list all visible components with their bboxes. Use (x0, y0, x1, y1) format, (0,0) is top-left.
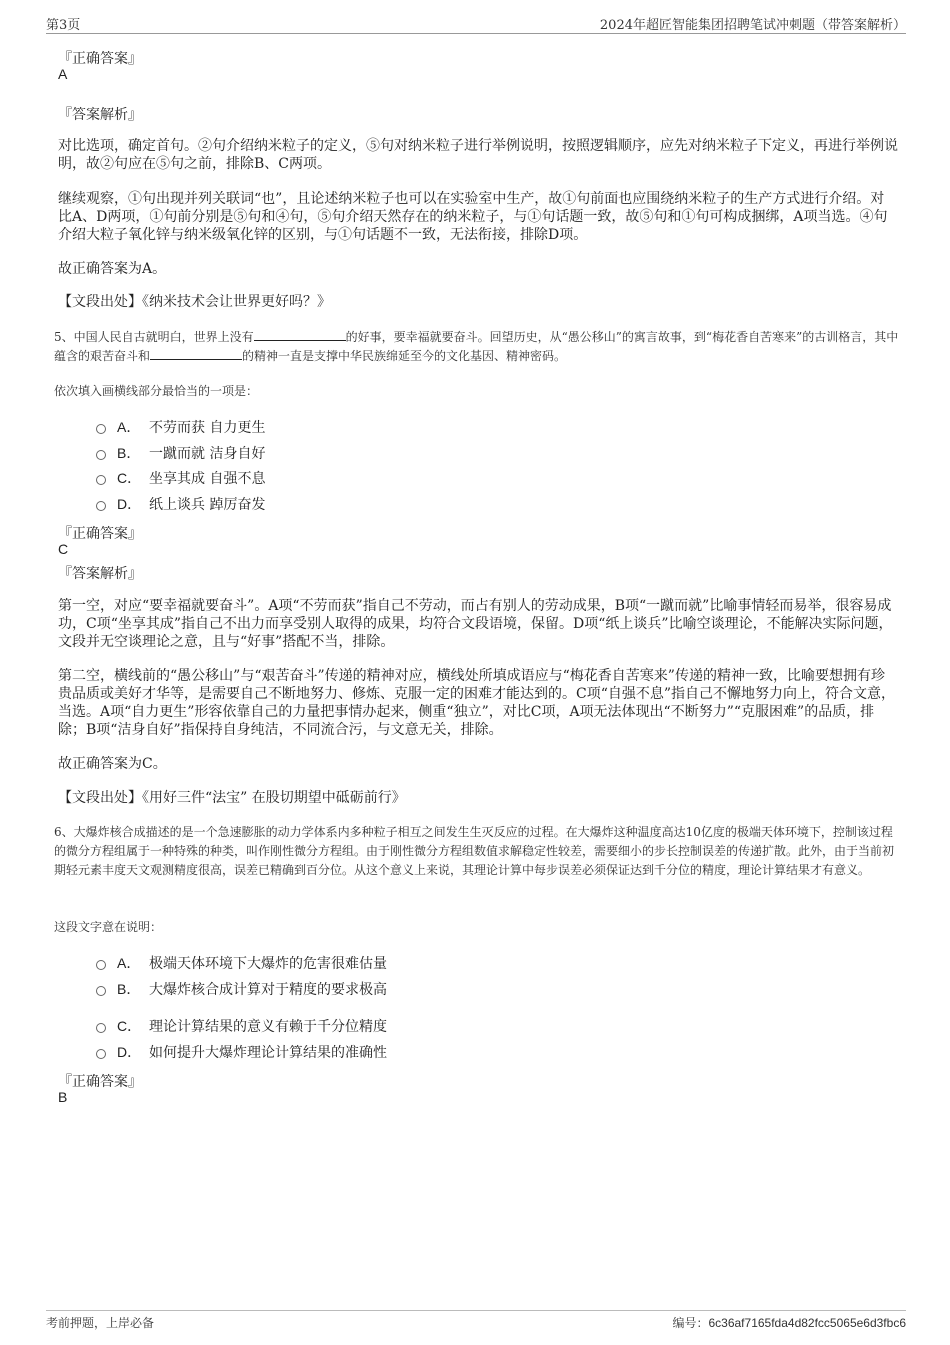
correct-answer: A (58, 66, 68, 82)
radio-icon[interactable] (96, 960, 106, 970)
option-text: 极端天体环境下大爆炸的危害很难估量 (149, 956, 387, 972)
option-a[interactable] (96, 417, 265, 437)
radio-icon[interactable] (96, 986, 106, 996)
document-code (672, 1314, 906, 1331)
fill-blank (254, 330, 346, 341)
footer-slogan: 考前押题，上岸必备 (46, 1316, 155, 1330)
question-text-part: 的精神一直是支撑中华民族绵延至今的文化基因、精神密码。 (242, 349, 567, 363)
answer-label: 『正确答案』 (58, 51, 142, 67)
correct-answer: B (58, 1089, 68, 1105)
option-text: 坐享其成 自强不息 (149, 471, 266, 487)
question-5-text (54, 328, 902, 366)
analysis-paragraph: 第二空，横线前的“愚公移山”与“艰苦奋斗”传递的精神对应，横线处所填成语应与“梅花香自苦寒来”传递的精神一致，比喻要想拥有珍贵品质或美好才华等，是需要自己不断地努力、修炼、克服一定的困难才能达到的。C项“自强不息”指自己不懈地努力向上，符合文意，当选。A项“自力更生”形容依靠自己的力量把事情办起来，侧重“独立”，对比C项，A项无法体现出“不断努力”“克服困难”的品质，排除；B项“洁身自好”指保持自身纯洁，不同流合污，与文意无关，排除。 (58, 668, 896, 738)
page-number: 第3页 (46, 18, 81, 33)
question-text-part: 的好事，要幸福就要奋斗。回望历史，从“愚公移山”的寓言故事，到“梅花香自苦寒来”的古训格言，其中蕴含的艰苦奋斗和 (54, 330, 899, 363)
question-prompt: 依次填入画横线部分最恰当的一项是： (54, 384, 259, 398)
source-citation: 【文段出处】《纳米技术会让世界更好吗？》 (58, 294, 331, 310)
option-letter: B． (117, 445, 141, 461)
answer-label: 『正确答案』 (58, 526, 142, 542)
radio-icon[interactable] (96, 501, 106, 511)
option-c[interactable] (96, 468, 265, 488)
option-text: 大爆炸核合成计算对于精度的要求极高 (149, 982, 387, 998)
document-title: 2024年超匠智能集团招聘笔试冲刺题（带答案解析） (599, 18, 906, 33)
analysis-conclusion: 故正确答案为C。 (58, 756, 167, 772)
option-a[interactable] (96, 953, 387, 973)
radio-icon[interactable] (96, 1049, 106, 1059)
correct-answer: C (58, 541, 69, 557)
code-label: 编号： (672, 1316, 709, 1330)
option-text: 一蹴而就 洁身自好 (149, 446, 266, 462)
question-number: 5、 (54, 330, 74, 344)
option-text: 纸上谈兵 踔厉奋发 (149, 497, 266, 513)
option-letter: C． (117, 470, 142, 486)
code-value: 6c36af7165fda4d82fcc5065e6d3fbc6 (708, 1316, 906, 1330)
option-c[interactable] (96, 1016, 387, 1036)
radio-icon[interactable] (96, 475, 106, 485)
option-d[interactable] (96, 494, 265, 514)
question-text: 大爆炸核合成描述的是一个急速膨胀的动力学体系内多种粒子相互之间发生生灭反应的过程。在大爆炸这种温度高达10亿度的极端天体环境下，控制该过程的微分方程组属于一种特殊的种类，叫作刚性微分方程组。由于刚性微分方程组数值求解稳定性较差，需要细小的步长控制误差的传递扩散。此外，由于当前初期轻元素丰度天文观测精度很高，误差已精确到百分位。从这个意义上来说，其理论计算中每步误差必须保证达到千分位的精度，理论计算结果才有意义。 (54, 825, 895, 877)
analysis-paragraph: 对比选项，确定首句。②句介绍纳米粒子的定义，⑤句对纳米粒子进行举例说明，按照逻辑顺序，应先对纳米粒子下定义，再进行举例说明，故②句应在⑤句之前，排除B、C两项。 (58, 138, 898, 172)
question-prompt: 这段文字意在说明： (54, 920, 163, 934)
option-letter: D． (117, 1044, 142, 1060)
option-letter: A． (117, 955, 141, 971)
analysis-label: 『答案解析』 (58, 107, 142, 123)
source-citation: 【文段出处】《用好三件“法宝” 在股切期望中砥砺前行》 (58, 790, 406, 806)
option-letter: A． (117, 419, 141, 435)
option-letter: B． (117, 981, 141, 997)
option-b[interactable] (96, 979, 387, 999)
option-b[interactable] (96, 443, 265, 463)
analysis-conclusion: 故正确答案为A。 (58, 261, 167, 277)
footer-divider (46, 1310, 906, 1311)
option-d[interactable] (96, 1042, 387, 1062)
fill-blank (150, 349, 242, 360)
option-letter: C． (117, 1018, 142, 1034)
header-divider (46, 33, 906, 34)
radio-icon[interactable] (96, 424, 106, 434)
option-letter: D． (117, 496, 142, 512)
option-text: 如何提升大爆炸理论计算结果的准确性 (149, 1045, 387, 1061)
option-text: 不劳而获 自力更生 (149, 420, 266, 436)
question-number: 6、 (54, 825, 74, 839)
question-6-text (54, 823, 902, 880)
analysis-paragraph: 第一空，对应“要幸福就要奋斗”。A项“不劳而获”指自己不劳动，而占有别人的劳动成果，B项“一蹴而就”比喻事情轻而易举，很容易成功，C项“坐享其成”指自己不出力而享受别人取得的成果，均符合文段语境，保留。D项“纸上谈兵”比喻空谈理论，不能解决实际问题，文段并无空谈理论之意，且与“好事”搭配不当，排除。 (58, 598, 893, 650)
option-text: 理论计算结果的意义有赖于千分位精度 (149, 1019, 387, 1035)
answer-label: 『正确答案』 (58, 1074, 142, 1090)
radio-icon[interactable] (96, 1023, 106, 1033)
radio-icon[interactable] (96, 450, 106, 460)
question-text-part: 中国人民自古就明白，世界上没有 (73, 330, 254, 344)
analysis-label: 『答案解析』 (58, 566, 142, 582)
analysis-paragraph: 继续观察，①句出现并列关联词“也”，且论述纳米粒子也可以在实验室中生产，故①句前面也应围绕纳米粒子的生产方式进行介绍。对比A、D两项，①句前分别是⑤句和④句，⑤句介绍天然存在的纳米粒子，与①句话题一致，故⑤句和①句可构成捆绑，A项当选。④句介绍大粒子氧化锌与纳米级氧化锌的区别，与①句话题不一致，无法衔接，排除D项。 (58, 191, 888, 243)
